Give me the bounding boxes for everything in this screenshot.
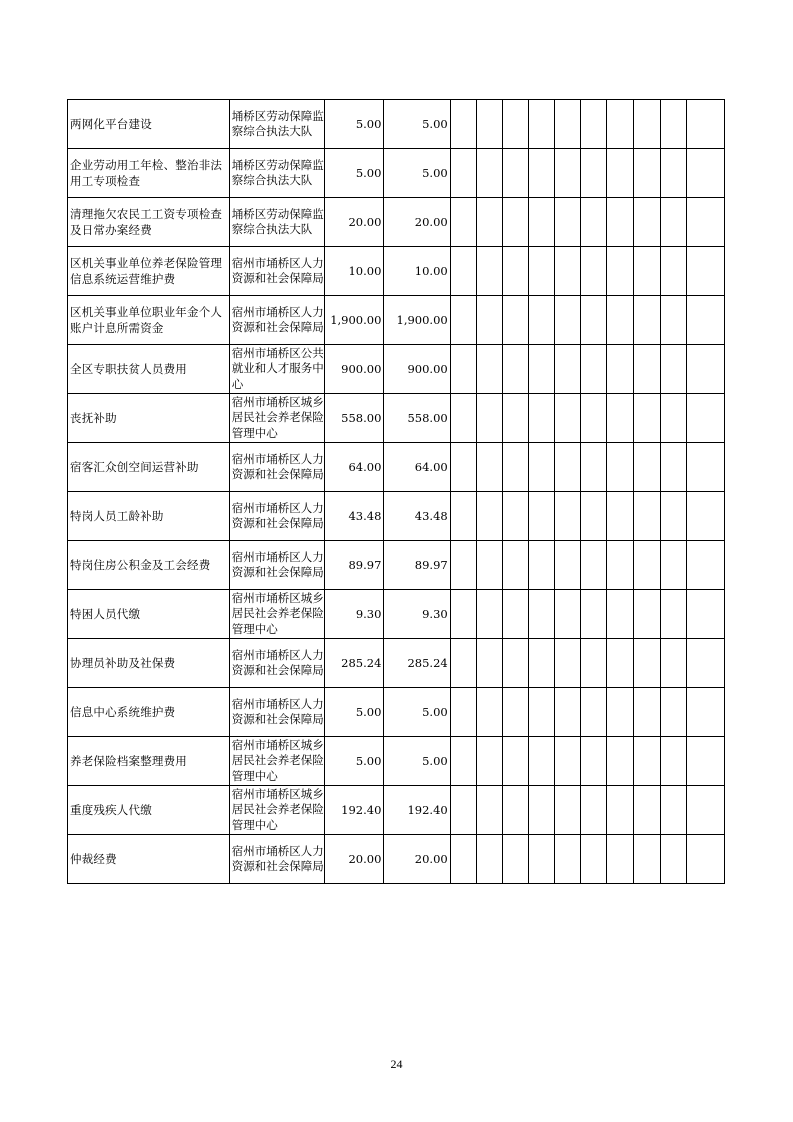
empty-cell: [555, 786, 581, 835]
empty-cell: [607, 247, 634, 296]
empty-cell: [476, 394, 502, 443]
empty-cell: [607, 198, 634, 247]
empty-cell: [502, 541, 528, 590]
total-amount-cell: 192.40: [325, 786, 384, 835]
total-amount-cell: 43.48: [325, 492, 384, 541]
project-name-cell: 特困人员代缴: [68, 590, 230, 639]
empty-cell: [450, 639, 476, 688]
empty-cell: [450, 835, 476, 884]
total-amount-cell: 1,900.00: [325, 296, 384, 345]
project-name-cell: 仲裁经费: [68, 835, 230, 884]
empty-cell: [634, 198, 660, 247]
total-amount-cell: 5.00: [325, 149, 384, 198]
table-row: [68, 296, 725, 345]
empty-cell: [581, 786, 607, 835]
empty-cell: [502, 443, 528, 492]
empty-cell: [555, 443, 581, 492]
appropriation-amount-cell: 9.30: [384, 590, 450, 639]
empty-cell: [476, 737, 502, 786]
empty-cell: [555, 247, 581, 296]
unit-name-cell: 宿州市埇桥区城乡居民社会养老保险管理中心: [229, 394, 324, 443]
empty-cell: [529, 639, 555, 688]
empty-cell: [581, 149, 607, 198]
appropriation-amount-cell: 558.00: [384, 394, 450, 443]
unit-name-cell: 宿州市埇桥区人力资源和社会保障局: [229, 443, 324, 492]
project-name-cell: 重度残疾人代缴: [68, 786, 230, 835]
empty-cell: [555, 737, 581, 786]
empty-cell: [476, 149, 502, 198]
empty-cell: [476, 247, 502, 296]
table-body: [68, 100, 725, 884]
empty-cell: [555, 590, 581, 639]
empty-cell: [476, 590, 502, 639]
empty-cell: [502, 149, 528, 198]
empty-cell: [686, 835, 724, 884]
empty-cell: [607, 443, 634, 492]
empty-cell: [581, 345, 607, 394]
empty-cell: [529, 247, 555, 296]
empty-cell: [450, 296, 476, 345]
empty-cell: [529, 394, 555, 443]
empty-cell: [529, 198, 555, 247]
empty-cell: [634, 835, 660, 884]
empty-cell: [502, 835, 528, 884]
table-row: [68, 247, 725, 296]
empty-cell: [529, 541, 555, 590]
empty-cell: [660, 786, 686, 835]
empty-cell: [581, 541, 607, 590]
empty-cell: [607, 688, 634, 737]
unit-name-cell: 宿州市埇桥区公共就业和人才服务中心: [229, 345, 324, 394]
empty-cell: [529, 492, 555, 541]
empty-cell: [581, 688, 607, 737]
budget-table: [67, 99, 725, 884]
empty-cell: [476, 198, 502, 247]
empty-cell: [634, 296, 660, 345]
empty-cell: [450, 198, 476, 247]
empty-cell: [660, 394, 686, 443]
empty-cell: [476, 639, 502, 688]
empty-cell: [476, 345, 502, 394]
empty-cell: [634, 247, 660, 296]
empty-cell: [529, 345, 555, 394]
empty-cell: [686, 639, 724, 688]
empty-cell: [660, 296, 686, 345]
table-row: [68, 492, 725, 541]
empty-cell: [660, 590, 686, 639]
empty-cell: [476, 688, 502, 737]
empty-cell: [634, 639, 660, 688]
empty-cell: [660, 541, 686, 590]
empty-cell: [660, 198, 686, 247]
empty-cell: [607, 345, 634, 394]
empty-cell: [529, 835, 555, 884]
empty-cell: [581, 639, 607, 688]
empty-cell: [607, 149, 634, 198]
project-name-cell: 特岗住房公积金及工会经费: [68, 541, 230, 590]
appropriation-amount-cell: 900.00: [384, 345, 450, 394]
empty-cell: [502, 688, 528, 737]
project-name-cell: 区机关事业单位养老保险管理信息系统运营维护费: [68, 247, 230, 296]
project-name-cell: 养老保险档案整理费用: [68, 737, 230, 786]
appropriation-amount-cell: 43.48: [384, 492, 450, 541]
empty-cell: [607, 737, 634, 786]
table-row: [68, 100, 725, 149]
empty-cell: [660, 149, 686, 198]
empty-cell: [502, 639, 528, 688]
empty-cell: [660, 835, 686, 884]
unit-name-cell: 宿州市埇桥区人力资源和社会保障局: [229, 541, 324, 590]
empty-cell: [581, 443, 607, 492]
empty-cell: [529, 590, 555, 639]
project-name-cell: 宿客汇众创空间运营补助: [68, 443, 230, 492]
empty-cell: [476, 492, 502, 541]
empty-cell: [607, 786, 634, 835]
table-row: [68, 590, 725, 639]
empty-cell: [686, 541, 724, 590]
project-name-cell: 信息中心系统维护费: [68, 688, 230, 737]
empty-cell: [450, 737, 476, 786]
unit-name-cell: 埇桥区劳动保障监察综合执法大队: [229, 100, 324, 149]
project-name-cell: 两网化平台建设: [68, 100, 230, 149]
empty-cell: [450, 786, 476, 835]
empty-cell: [634, 492, 660, 541]
empty-cell: [450, 443, 476, 492]
empty-cell: [450, 247, 476, 296]
total-amount-cell: 20.00: [325, 835, 384, 884]
total-amount-cell: 9.30: [325, 590, 384, 639]
empty-cell: [529, 443, 555, 492]
table-row: [68, 394, 725, 443]
empty-cell: [634, 590, 660, 639]
empty-cell: [581, 590, 607, 639]
empty-cell: [660, 492, 686, 541]
project-name-cell: 区机关事业单位职业年金个人账户计息所需资金: [68, 296, 230, 345]
empty-cell: [634, 345, 660, 394]
empty-cell: [555, 835, 581, 884]
empty-cell: [660, 247, 686, 296]
empty-cell: [502, 394, 528, 443]
empty-cell: [529, 737, 555, 786]
empty-cell: [450, 394, 476, 443]
empty-cell: [476, 296, 502, 345]
empty-cell: [686, 345, 724, 394]
project-name-cell: 清理拖欠农民工工资专项检查及日常办案经费: [68, 198, 230, 247]
empty-cell: [555, 492, 581, 541]
empty-cell: [634, 688, 660, 737]
empty-cell: [555, 100, 581, 149]
unit-name-cell: 宿州市埇桥区人力资源和社会保障局: [229, 492, 324, 541]
project-name-cell: 协理员补助及社保费: [68, 639, 230, 688]
empty-cell: [476, 786, 502, 835]
empty-cell: [686, 296, 724, 345]
empty-cell: [686, 688, 724, 737]
empty-cell: [607, 296, 634, 345]
empty-cell: [581, 394, 607, 443]
empty-cell: [450, 345, 476, 394]
total-amount-cell: 900.00: [325, 345, 384, 394]
empty-cell: [607, 835, 634, 884]
appropriation-amount-cell: 285.24: [384, 639, 450, 688]
empty-cell: [581, 835, 607, 884]
appropriation-amount-cell: 20.00: [384, 835, 450, 884]
empty-cell: [634, 394, 660, 443]
empty-cell: [476, 835, 502, 884]
unit-name-cell: 宿州市埇桥区人力资源和社会保障局: [229, 835, 324, 884]
table-row: [68, 835, 725, 884]
empty-cell: [686, 149, 724, 198]
appropriation-amount-cell: 192.40: [384, 786, 450, 835]
empty-cell: [686, 590, 724, 639]
empty-cell: [555, 149, 581, 198]
empty-cell: [502, 345, 528, 394]
total-amount-cell: 5.00: [325, 688, 384, 737]
project-name-cell: 企业劳动用工年检、整治非法用工专项检查: [68, 149, 230, 198]
appropriation-amount-cell: 5.00: [384, 688, 450, 737]
unit-name-cell: 宿州市埇桥区人力资源和社会保障局: [229, 296, 324, 345]
empty-cell: [476, 443, 502, 492]
table-row: [68, 149, 725, 198]
table-row: [68, 198, 725, 247]
empty-cell: [607, 639, 634, 688]
appropriation-amount-cell: 1,900.00: [384, 296, 450, 345]
appropriation-amount-cell: 5.00: [384, 737, 450, 786]
empty-cell: [450, 590, 476, 639]
empty-cell: [686, 737, 724, 786]
empty-cell: [660, 443, 686, 492]
empty-cell: [502, 737, 528, 786]
total-amount-cell: 5.00: [325, 100, 384, 149]
empty-cell: [686, 786, 724, 835]
empty-cell: [634, 149, 660, 198]
empty-cell: [686, 492, 724, 541]
empty-cell: [607, 541, 634, 590]
total-amount-cell: 285.24: [325, 639, 384, 688]
empty-cell: [581, 296, 607, 345]
page-number: 24: [390, 1057, 403, 1071]
unit-name-cell: 宿州市埇桥区人力资源和社会保障局: [229, 639, 324, 688]
empty-cell: [660, 737, 686, 786]
appropriation-amount-cell: 5.00: [384, 100, 450, 149]
empty-cell: [686, 247, 724, 296]
empty-cell: [581, 198, 607, 247]
empty-cell: [634, 541, 660, 590]
empty-cell: [581, 492, 607, 541]
empty-cell: [529, 149, 555, 198]
empty-cell: [634, 100, 660, 149]
empty-cell: [660, 688, 686, 737]
empty-cell: [581, 100, 607, 149]
empty-cell: [450, 688, 476, 737]
empty-cell: [660, 345, 686, 394]
empty-cell: [660, 100, 686, 149]
empty-cell: [529, 786, 555, 835]
empty-cell: [529, 100, 555, 149]
total-amount-cell: 89.97: [325, 541, 384, 590]
empty-cell: [555, 394, 581, 443]
appropriation-amount-cell: 20.00: [384, 198, 450, 247]
empty-cell: [686, 394, 724, 443]
table-row: [68, 688, 725, 737]
empty-cell: [555, 541, 581, 590]
empty-cell: [529, 296, 555, 345]
unit-name-cell: 宿州市埇桥区城乡居民社会养老保险管理中心: [229, 737, 324, 786]
empty-cell: [555, 688, 581, 737]
empty-cell: [450, 492, 476, 541]
unit-name-cell: 宿州市埇桥区城乡居民社会养老保险管理中心: [229, 590, 324, 639]
project-name-cell: 全区专职扶贫人员费用: [68, 345, 230, 394]
project-name-cell: 丧抚补助: [68, 394, 230, 443]
appropriation-amount-cell: 10.00: [384, 247, 450, 296]
appropriation-amount-cell: 89.97: [384, 541, 450, 590]
empty-cell: [502, 296, 528, 345]
empty-cell: [502, 100, 528, 149]
total-amount-cell: 5.00: [325, 737, 384, 786]
empty-cell: [476, 100, 502, 149]
empty-cell: [502, 492, 528, 541]
total-amount-cell: 64.00: [325, 443, 384, 492]
empty-cell: [607, 492, 634, 541]
empty-cell: [686, 198, 724, 247]
total-amount-cell: 558.00: [325, 394, 384, 443]
unit-name-cell: 宿州市埇桥区人力资源和社会保障局: [229, 247, 324, 296]
table-row: [68, 737, 725, 786]
empty-cell: [502, 786, 528, 835]
table-row: [68, 443, 725, 492]
empty-cell: [581, 247, 607, 296]
empty-cell: [634, 737, 660, 786]
unit-name-cell: 埇桥区劳动保障监察综合执法大队: [229, 198, 324, 247]
total-amount-cell: 20.00: [325, 198, 384, 247]
total-amount-cell: 10.00: [325, 247, 384, 296]
project-name-cell: 特岗人员工龄补助: [68, 492, 230, 541]
empty-cell: [502, 247, 528, 296]
unit-name-cell: 宿州市埇桥区城乡居民社会养老保险管理中心: [229, 786, 324, 835]
unit-name-cell: 埇桥区劳动保障监察综合执法大队: [229, 149, 324, 198]
empty-cell: [555, 345, 581, 394]
table-row: [68, 541, 725, 590]
empty-cell: [529, 688, 555, 737]
empty-cell: [686, 100, 724, 149]
empty-cell: [607, 590, 634, 639]
empty-cell: [450, 541, 476, 590]
appropriation-amount-cell: 5.00: [384, 149, 450, 198]
empty-cell: [686, 443, 724, 492]
empty-cell: [607, 394, 634, 443]
table-row: [68, 786, 725, 835]
empty-cell: [607, 100, 634, 149]
unit-name-cell: 宿州市埇桥区人力资源和社会保障局: [229, 688, 324, 737]
table-row: [68, 345, 725, 394]
empty-cell: [450, 100, 476, 149]
empty-cell: [555, 296, 581, 345]
empty-cell: [450, 149, 476, 198]
table-row: [68, 639, 725, 688]
empty-cell: [634, 786, 660, 835]
empty-cell: [555, 639, 581, 688]
appropriation-amount-cell: 64.00: [384, 443, 450, 492]
empty-cell: [502, 198, 528, 247]
empty-cell: [555, 198, 581, 247]
empty-cell: [581, 737, 607, 786]
empty-cell: [502, 590, 528, 639]
empty-cell: [660, 639, 686, 688]
empty-cell: [476, 541, 502, 590]
empty-cell: [634, 443, 660, 492]
